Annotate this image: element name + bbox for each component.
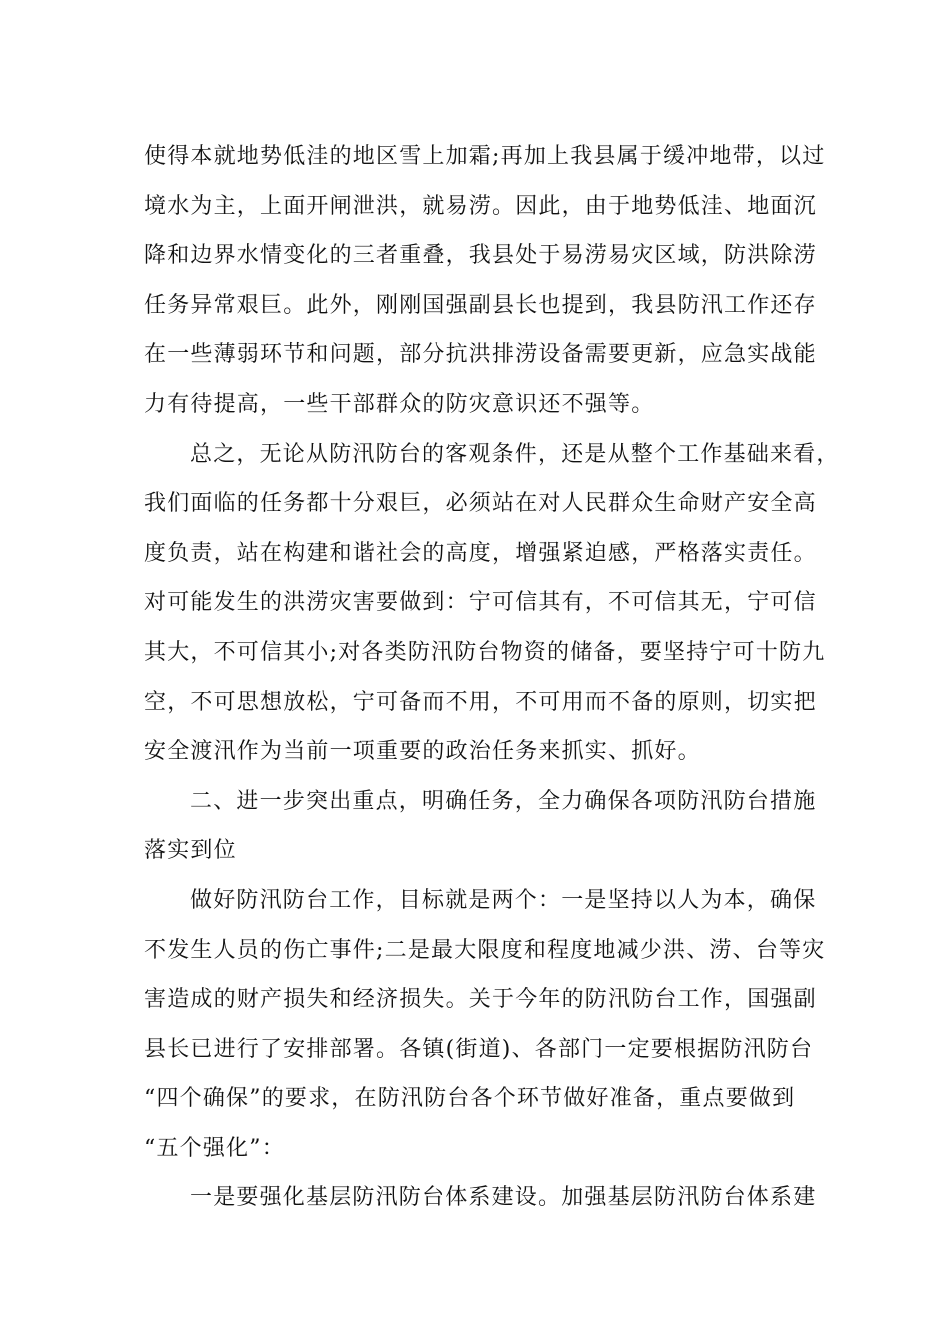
text-line: 对可能发生的洪涝灾害要做到：宁可信其有，不可信其无，宁可信 bbox=[144, 590, 817, 616]
text-line: 度负责，站在构建和谐社会的高度，增强紧迫感，严格落实责任。 bbox=[144, 540, 817, 566]
text-line: 境水为主，上面开闸泄洪，就易涝。因此，由于地势低洼、地面沉 bbox=[144, 193, 817, 219]
paragraph-first-line: 一是要强化基层防汛防台体系建设。加强基层防汛防台体系建 bbox=[190, 1185, 817, 1211]
paragraph-first-line: 做好防汛防台工作，目标就是两个：一是坚持以人为本，确保 bbox=[190, 887, 817, 913]
text-line: 任务异常艰巨。此外，刚刚国强副县长也提到，我县防汛工作还存 bbox=[144, 292, 817, 318]
text-line: 害造成的财产损失和经济损失。关于今年的防汛防台工作，国强副 bbox=[144, 987, 817, 1013]
document-body bbox=[144, 132, 840, 1223]
section-heading: 二、进一步突出重点，明确任务，全力确保各项防汛防台措施 bbox=[190, 788, 817, 814]
text-line: 不发生人员的伤亡事件;二是最大限度和程度地减少洪、涝、台等灾 bbox=[144, 937, 826, 963]
text-line: 其大，不可信其小;对各类防汛防台物资的储备，要坚持宁可十防九 bbox=[144, 639, 826, 665]
section-heading-continued: 落实到位 bbox=[144, 838, 237, 864]
text-line: 县长已进行了安排部署。各镇(街道)、各部门一定要根据防汛防台 bbox=[144, 1036, 814, 1062]
text-line: 在一些薄弱环节和问题，部分抗洪排涝设备需要更新，应急实战能 bbox=[144, 342, 817, 368]
text-line: 使得本就地势低洼的地区雪上加霜;再加上我县属于缓冲地带，以过 bbox=[144, 144, 826, 169]
text-line: 空，不可思想放松，宁可备而不用，不可用而不备的原则，切实把 bbox=[144, 689, 817, 715]
text-line: 力有待提高，一些干部群众的防灾意识还不强等。 bbox=[144, 391, 655, 417]
text-line: “五个强化”： bbox=[144, 1135, 285, 1161]
text-line: 安全渡汛作为当前一项重要的政治任务来抓实、抓好。 bbox=[144, 739, 701, 765]
text-line: 降和边界水情变化的三者重叠，我县处于易涝易灾区域，防洪除涝 bbox=[144, 243, 817, 269]
text-line: “四个确保”的要求，在防汛防台各个环节做好准备，重点要做到 bbox=[144, 1086, 796, 1112]
text-line: 我们面临的任务都十分艰巨，必须站在对人民群众生命财产安全高 bbox=[144, 491, 817, 517]
paragraph-first-line: 总之，无论从防汛防台的客观条件，还是从整个工作基础来看， bbox=[190, 441, 840, 467]
